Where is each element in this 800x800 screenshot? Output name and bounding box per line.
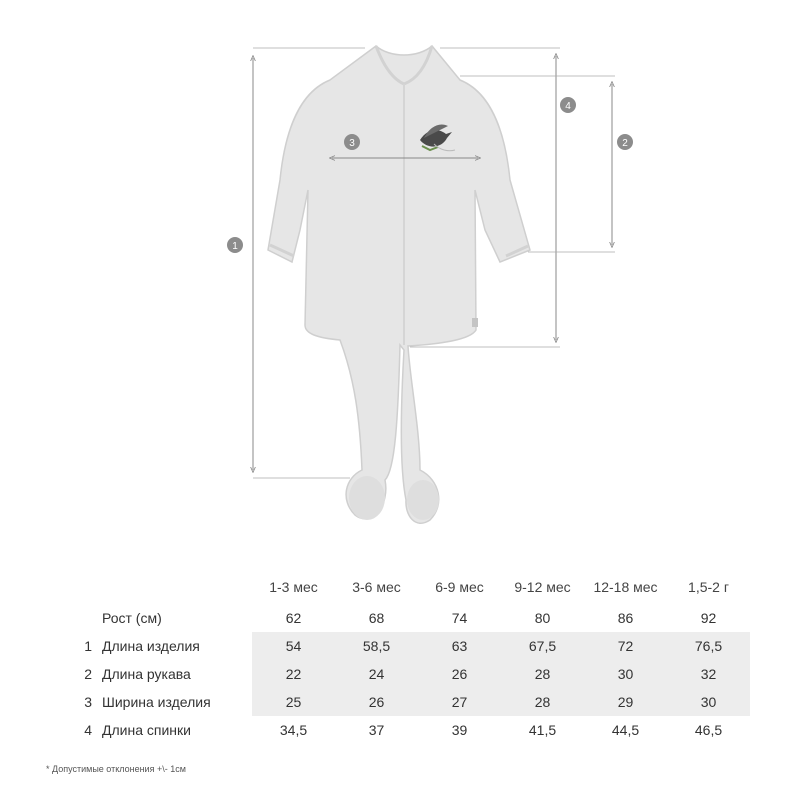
measurement-row (60, 716, 750, 744)
size-value-cell: 74 (451, 610, 468, 626)
size-value-cell: 30 (584, 660, 667, 688)
row-label: Длина рукава (102, 666, 191, 682)
svg-text:3: 3 (349, 138, 355, 149)
size-column-header: 12-18 мес (593, 579, 658, 595)
row-number: 4 (84, 722, 92, 738)
size-value-cell: 25 (252, 688, 335, 716)
measurement-row (60, 660, 750, 688)
row-number (60, 604, 94, 632)
measurement-row (60, 688, 750, 716)
size-value-cell: 86 (617, 610, 634, 626)
measurement-row (60, 604, 750, 632)
row-label: Ширина изделия (102, 694, 211, 710)
tolerance-footnote: * Допустимые отклонения +\- 1см (46, 764, 186, 774)
row-number: 1 (84, 638, 92, 654)
size-value-cell: 30 (667, 688, 750, 716)
svg-text:1: 1 (232, 241, 238, 252)
row-label: Длина спинки (102, 722, 191, 738)
size-column-header: 6-9 мес (435, 579, 484, 595)
size-value-cell: 67,5 (501, 632, 584, 660)
size-value-cell: 26 (335, 688, 418, 716)
marker-badge-2 (617, 134, 633, 150)
size-value-cell: 39 (451, 722, 468, 738)
size-value-cell: 80 (534, 610, 551, 626)
row-label: Длина изделия (102, 638, 200, 654)
size-value-cell: 58,5 (335, 632, 418, 660)
size-value-cell: 22 (252, 660, 335, 688)
size-value-cell: 68 (368, 610, 385, 626)
marker-badge-3 (344, 134, 360, 150)
garment-tag (472, 318, 478, 327)
size-column-header: 1,5-2 г (688, 579, 729, 595)
size-value-cell: 26 (418, 660, 501, 688)
size-column-header: 1-3 мес (269, 579, 318, 595)
svg-text:2: 2 (622, 138, 628, 149)
size-value-cell: 34,5 (279, 722, 308, 738)
size-value-cell: 54 (252, 632, 335, 660)
size-value-cell: 62 (285, 610, 302, 626)
size-value-cell: 28 (501, 660, 584, 688)
svg-text:4: 4 (565, 101, 571, 112)
size-value-cell: 24 (335, 660, 418, 688)
size-value-cell: 28 (501, 688, 584, 716)
romper-garment (268, 46, 530, 523)
measurement-row (60, 632, 750, 660)
size-header-row (60, 576, 750, 604)
size-value-cell: 27 (418, 688, 501, 716)
size-value-cell: 41,5 (528, 722, 557, 738)
size-value-cell: 29 (584, 688, 667, 716)
row-label: Рост (см) (102, 610, 162, 626)
size-value-cell: 46,5 (694, 722, 723, 738)
marker-badge-1 (227, 237, 243, 253)
marker-badge-4 (560, 97, 576, 113)
size-value-cell: 72 (584, 632, 667, 660)
size-value-cell: 76,5 (667, 632, 750, 660)
size-value-cell: 63 (418, 632, 501, 660)
size-value-cell: 44,5 (611, 722, 640, 738)
row-number: 2 (84, 666, 92, 682)
size-value-cell: 92 (700, 610, 717, 626)
size-column-header: 3-6 мес (352, 579, 401, 595)
size-value-cell: 32 (667, 660, 750, 688)
size-column-header: 9-12 мес (514, 579, 571, 595)
size-chart-table (60, 576, 750, 744)
row-number: 3 (84, 694, 92, 710)
size-value-cell: 37 (368, 722, 385, 738)
